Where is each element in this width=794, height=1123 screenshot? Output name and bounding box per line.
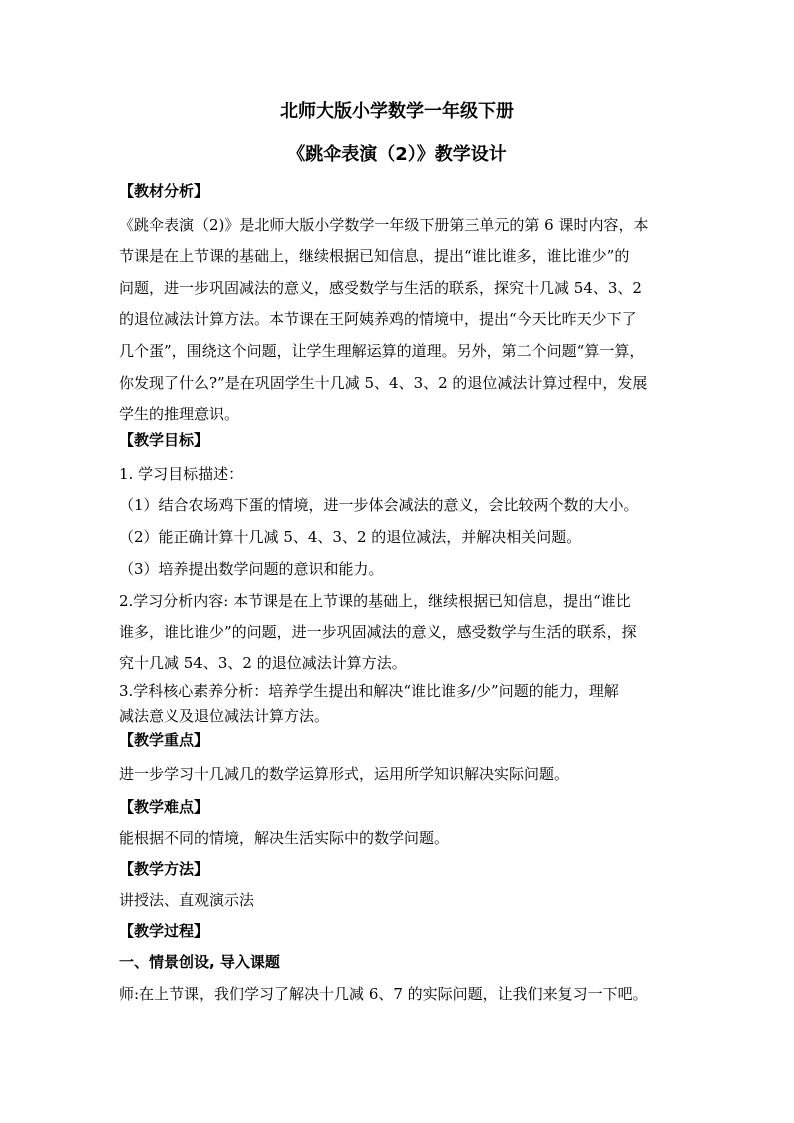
method-heading: 【教学方法】 [119, 860, 210, 878]
analysis-line-5: 几个蛋”，围绕这个问题，让学生理解运算的道理。另外，第二个问题“算一算， [119, 342, 645, 360]
analysis-heading: 【教材分析】 [119, 182, 210, 200]
document-title: 北师大版小学数学一年级下册 [280, 101, 514, 122]
goals-line-3: （2）能正确计算十几减 5、4、3、2 的退位减法，并解决相关问题。 [119, 528, 582, 546]
goals-line-2: （1）结合农场鸡下蛋的情境，进一步体会减法的意义，会比较两个数的大小。 [119, 496, 639, 514]
process-text: 师:在上节课，我们学习了解决十几减 6、7 的实际问题，让我们来复习一下吧。 [119, 985, 648, 1003]
goals-line-6: 谁多，谁比谁少”的问题，进一步巩固减法的意义，感受数学与生活的联系，探 [119, 623, 637, 641]
lesson-title: 《跳伞表演（2）》教学设计 [287, 144, 507, 165]
goals-heading: 【教学目标】 [119, 431, 210, 449]
process-subheading: 一、情景创设, 导入课题 [119, 953, 280, 971]
analysis-line-7: 学生的推理意识。 [119, 405, 240, 423]
analysis-line-6: 你发现了什么?”是在巩固学生十几减 5、4、3、2 的退位减法计算过程中，发展 [119, 374, 648, 392]
analysis-line-1: 《跳伞表演（2)》是北师大版小学数学一年级下册第三单元的第 6 课时内容，本 [119, 216, 649, 234]
goals-line-9: 减法意义及退位减法计算方法。 [119, 707, 330, 725]
difficulty-heading: 【教学难点】 [119, 798, 210, 816]
goals-line-4: （3）培养提出数学问题的意识和能力。 [119, 560, 384, 578]
method-text: 讲授法、直观演示法 [119, 891, 255, 909]
key-text: 进一步学习十几减几的数学运算形式，运用所学知识解决实际问题。 [119, 765, 570, 783]
difficulty-text: 能根据不同的情境，解决生活实际中的数学问题。 [119, 829, 450, 847]
analysis-line-3: 问题，进一步巩固减法的意义，感受数学与生活的联系，探究十几减 54、3、2 [119, 279, 642, 297]
analysis-line-4: 的退位减法计算方法。本节课在王阿姨养鸡的情境中，提出“今天比昨天少下了 [119, 310, 637, 328]
key-heading: 【教学重点】 [119, 731, 210, 749]
analysis-line-2: 节课是在上节课的基础上，继续根据已知信息，提出“谁比谁多，谁比谁少”的 [119, 247, 630, 265]
process-heading: 【教学过程】 [119, 922, 210, 940]
goals-line-1: 1. 学习目标描述： [119, 465, 244, 483]
goals-line-7: 究十几减 54、3、2 的退位减法计算方法。 [119, 654, 407, 672]
goals-line-8: 3.学科核心素养分析：培养学生提出和解决“谁比谁多/少”问题的能力，理解 [119, 682, 619, 700]
goals-line-5: 2.学习分析内容: 本节课是在上节课的基础上，继续根据已知信息，提出“谁比 [119, 592, 631, 610]
